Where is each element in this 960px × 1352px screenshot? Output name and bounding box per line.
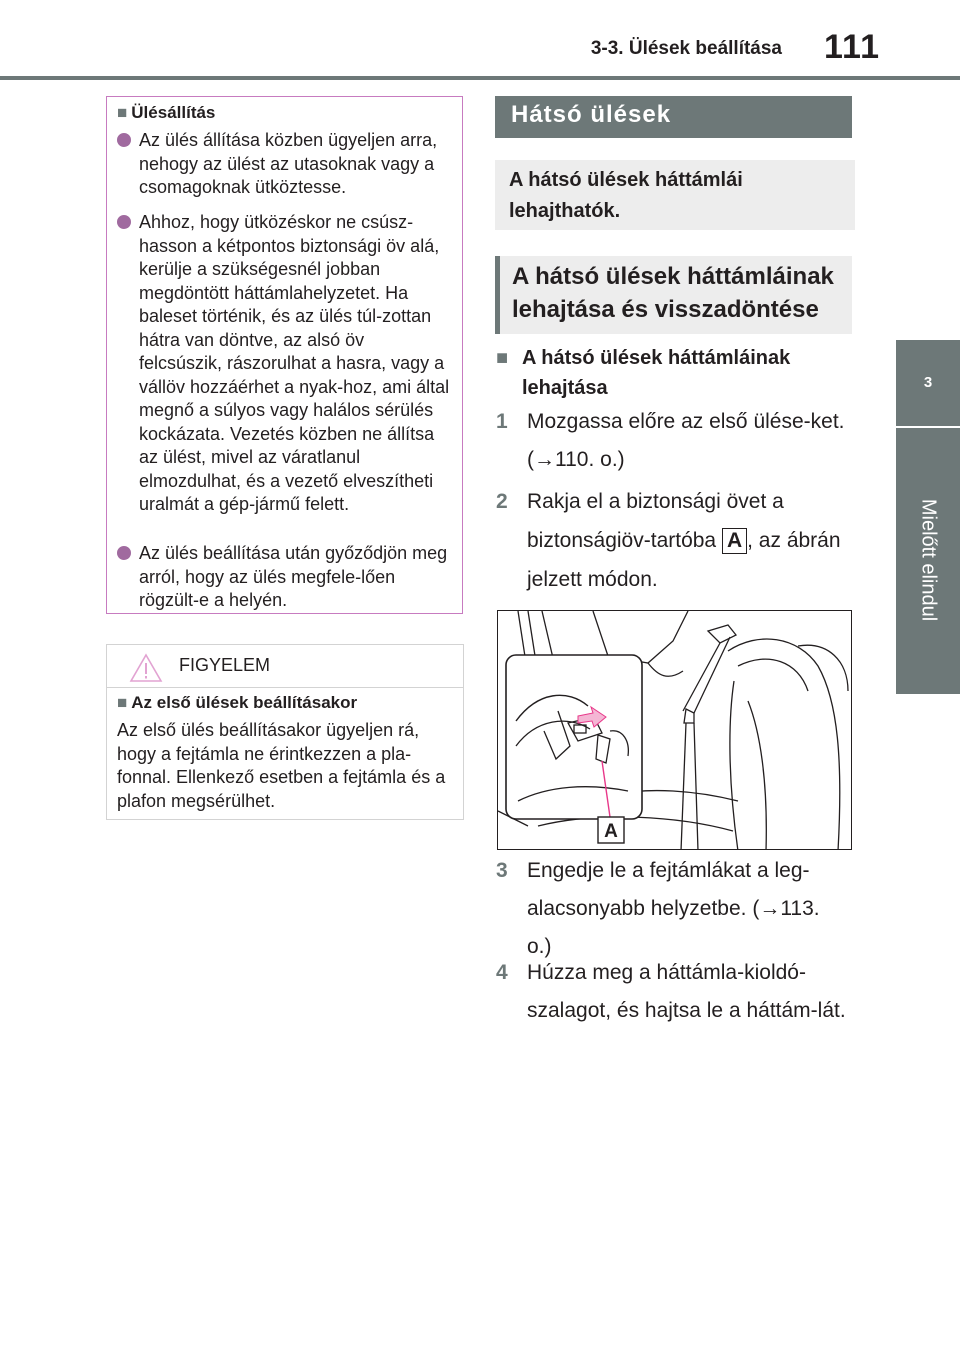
section-title: Hátsó ülések (511, 101, 672, 128)
note-title: Ülésállítás (131, 103, 216, 122)
note-bullet (117, 129, 452, 200)
step-number: 3 (496, 859, 508, 882)
note-heading (117, 103, 215, 123)
warning-triangle-icon (129, 653, 163, 683)
step-3 (496, 852, 846, 966)
step-number: 4 (496, 961, 508, 984)
page-number: 111 (824, 28, 880, 66)
note-bullet-text: Az ülés beállítása után győződjön meg arról, hogy az ülés megfele-lően rögzült-e a helyén. (139, 543, 448, 610)
square-bullet-icon: ■ (496, 347, 509, 369)
chapter-tab-label: Mielőtt elindul (917, 498, 940, 622)
step-number: 1 (496, 410, 508, 433)
square-bullet-icon: ■ (117, 693, 128, 712)
warning-heading (117, 693, 357, 713)
figure-label: A (604, 821, 618, 842)
section-title-bar (495, 96, 852, 138)
step-1 (496, 403, 846, 479)
square-bullet-icon: ■ (117, 103, 128, 122)
step-text: Húzza meg a háttámla-kioldó-szalagot, és hajtsa le a háttám-lát. (527, 961, 846, 1022)
chapter-tab-label-wrap (898, 440, 958, 680)
label-a-marker: A (722, 528, 747, 554)
header-divider (0, 76, 960, 80)
section-header: 3-3. Ülések beállítása (590, 38, 782, 59)
procedure-heading (496, 343, 836, 403)
seatbelt-drawing (498, 611, 852, 850)
note-bullet (117, 211, 452, 517)
note-box (106, 96, 463, 614)
note-bullet (117, 542, 452, 613)
bullet-dot-icon (117, 133, 131, 147)
intro-box (495, 160, 855, 230)
bullet-dot-icon (117, 215, 131, 229)
note-bullet-text: Az ülés állítása közben ügyeljen arra, nehogy az ülést az utasoknak vagy a csomagoknak ütköztesse. (139, 130, 438, 197)
subsection-title-box (495, 256, 852, 334)
seatbelt-illustration (497, 610, 852, 850)
step-number: 2 (496, 490, 508, 513)
step-4 (496, 954, 846, 1030)
subsection-title: A hátsó ülések háttámláinak lehajtása és visszadöntése (512, 263, 834, 323)
step-text-part: Rakja el a biztonsági övet a biztonságiöv-tartóba (527, 490, 784, 552)
warning-header (107, 645, 463, 688)
step-text: Mozgassa előre az első ülése-ket. (→110. o.) (527, 410, 845, 471)
warning-box (106, 644, 464, 820)
procedure-title: A hátsó ülések háttámláinak lehajtása (522, 347, 791, 399)
chapter-tab-number: 3 (896, 340, 960, 426)
bullet-dot-icon (117, 546, 131, 560)
warning-title: FIGYELEM (179, 655, 271, 675)
step-2 (496, 482, 846, 599)
step-text-part: , az ábrán jelzett módon. (527, 529, 841, 591)
note-bullet-text: Ahhoz, hogy ütközéskor ne csúsz-hasson a kétpontos biztonsági öv alá, kerülje a szükségesnél jobban megdöntött háttámlahelyzetet. Ha baleset történik, és az ülés túl-zottan hátra van döntve, az alsó öv felcsúszik, rászorulhat a hasra, vagy a vállöv hozzáérhet a nyak-hoz, ami által megnő a súlyos vagy halálos sérülés kockázata. Vezetés közben ne állítsa az ülést, mivel az váratlanul elmozdulhat, és a vezető elveszítheti uralmát a gép-jármű felett. (139, 212, 450, 514)
step-text (527, 482, 846, 599)
warning-heading-text: Az első ülések beállításakor (131, 693, 358, 712)
step-text: Engedje le a fejtámlákat a leg-alacsonyabb helyzetbe. (→113. o.) (527, 859, 820, 958)
warning-body: Az első ülés beállításakor ügyeljen rá, hogy a fejtámla ne érintkezzen a pla-fonnal. Ellenkező esetben a fejtámla és a plafon megsérülhet. (117, 720, 446, 811)
intro-text: A hátsó ülések háttámlái lehajthatók. (509, 169, 743, 222)
